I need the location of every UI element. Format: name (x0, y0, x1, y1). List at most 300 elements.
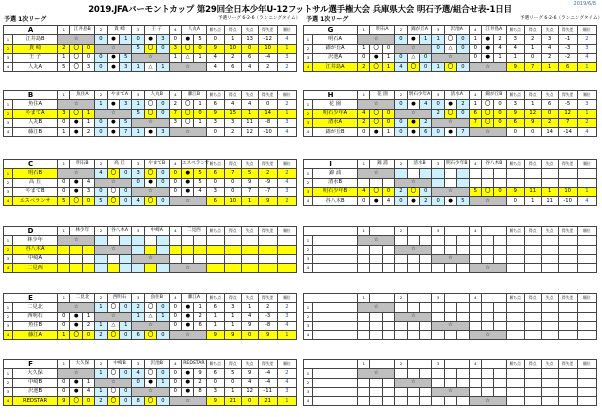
score-cell (432, 397, 444, 406)
stat-cell: 1 (506, 53, 524, 62)
self-match-cell: ☆ (432, 387, 469, 396)
stat-header-w: 勝ち点 (206, 294, 224, 303)
opponent-name-header: 沢池A (444, 26, 469, 35)
score-cell: 1 (82, 118, 94, 127)
team-name: 王 子 (13, 53, 58, 62)
stat-cell: 12 (524, 109, 541, 118)
stat-cell (241, 254, 258, 263)
stat-header-gf: 得点 (524, 91, 541, 100)
score-cell (432, 331, 444, 340)
result-mark (407, 387, 419, 396)
score-cell: 2 (457, 100, 469, 109)
score-cell (157, 245, 169, 254)
self-match-cell: ☆ (469, 128, 506, 137)
score-cell (395, 169, 407, 178)
team-row (304, 109, 597, 118)
score-cell: 3 (82, 63, 94, 72)
opponent-name-header: 高 丘 (107, 160, 132, 169)
score-cell: 0 (494, 109, 506, 118)
score-cell: 0 (120, 397, 132, 406)
opponent-header: 2 (395, 91, 407, 100)
opponent-header: 3 (132, 360, 144, 369)
stat-cell (258, 245, 277, 254)
stat-cell: 0 (241, 331, 258, 340)
group-i-table (303, 159, 597, 206)
team-number: 2 (304, 312, 313, 321)
score-cell: 0 (169, 187, 181, 196)
stat-cell (541, 236, 558, 245)
team-name: 藤江A (13, 331, 58, 340)
score-cell: 5 (120, 53, 132, 62)
team-name (313, 321, 358, 330)
group-header-row (4, 91, 297, 100)
stat-cell (506, 169, 524, 178)
stat-cell: 4 (277, 321, 296, 330)
score-cell (194, 245, 206, 254)
stat-cell: 1 (524, 197, 541, 206)
score-cell (95, 254, 107, 263)
score-cell: 0 (420, 187, 432, 196)
score-cell: 0 (395, 35, 407, 44)
team-row (4, 397, 297, 406)
score-cell (494, 369, 506, 378)
team-number: 1 (304, 100, 313, 109)
stat-cell (558, 331, 577, 340)
score-cell (395, 264, 407, 273)
stat-header-gf: 得点 (224, 160, 241, 169)
score-cell: 5 (457, 197, 469, 206)
result-mark: ● (407, 197, 419, 206)
score-cell (382, 245, 394, 254)
team-name (313, 331, 358, 340)
team-number: 4 (4, 264, 13, 273)
stat-cell (558, 303, 577, 312)
stat-cell: 1 (224, 35, 241, 44)
opponent-header: 2 (95, 160, 107, 169)
stat-cell: -12 (258, 35, 277, 44)
score-cell (382, 178, 394, 187)
stat-cell: 4 (577, 53, 596, 62)
score-cell: 0 (95, 53, 107, 62)
score-cell: 5 (58, 63, 70, 72)
score-cell (382, 397, 394, 406)
self-match-cell: ☆ (395, 245, 432, 254)
stat-cell (224, 254, 241, 263)
score-cell: 4 (358, 109, 370, 118)
score-cell (358, 264, 370, 273)
result-mark (370, 254, 382, 263)
self-match-cell: ☆ (358, 169, 395, 178)
self-match-cell: ☆ (432, 254, 469, 263)
stat-cell: 3 (577, 100, 596, 109)
score-cell: 0 (95, 187, 107, 196)
score-cell: 0 (120, 197, 132, 206)
score-cell (58, 254, 70, 263)
team-row (304, 369, 597, 378)
empty-table-2 (303, 293, 597, 340)
stat-header-w: 勝ち点 (206, 160, 224, 169)
team-name: 西明石 (13, 312, 58, 321)
score-cell: 0 (494, 100, 506, 109)
opponent-header: 3 (132, 160, 144, 169)
opponent-name-header: 西明石 (107, 294, 132, 303)
opponent-header: 3 (432, 360, 444, 369)
result-mark: 〇 (370, 44, 382, 53)
score-cell: 1 (157, 312, 169, 321)
score-cell: 0 (494, 187, 506, 196)
score-cell: 3 (157, 35, 169, 44)
opponent-header: 1 (358, 91, 370, 100)
stat-cell: 2 (541, 118, 558, 127)
result-mark: 〇 (144, 303, 156, 312)
result-mark (144, 236, 156, 245)
score-cell: 1 (194, 100, 206, 109)
score-cell: 1 (432, 63, 444, 72)
stat-header-ga: 失点 (541, 26, 558, 35)
score-cell: 0 (395, 128, 407, 137)
stat-cell: 12 (241, 387, 258, 396)
score-cell (432, 369, 444, 378)
result-mark: 〇 (370, 109, 382, 118)
stat-cell (506, 254, 524, 263)
team-number: 3 (304, 387, 313, 396)
result-mark: ● (481, 35, 493, 44)
score-cell: 1 (95, 387, 107, 396)
stat-cell: 10 (258, 44, 277, 53)
score-cell: 2 (358, 63, 370, 72)
stat-cell: 4 (277, 378, 296, 387)
result-mark (370, 387, 382, 396)
score-cell (494, 321, 506, 330)
team-name: 江井島B (13, 35, 58, 44)
stat-cell (577, 312, 596, 321)
stat-cell: 9 (241, 321, 258, 330)
score-cell (432, 303, 444, 312)
score-cell (469, 378, 481, 387)
stat-cell (577, 303, 596, 312)
score-cell: 0 (432, 44, 444, 53)
stat-cell: 0 (524, 128, 541, 137)
group-header-row (304, 294, 597, 303)
score-cell: 0 (157, 303, 169, 312)
score-cell: 0 (432, 128, 444, 137)
score-cell (358, 178, 370, 187)
score-cell: 0 (120, 303, 132, 312)
score-cell: 0 (457, 35, 469, 44)
team-name: 人丸A (13, 63, 58, 72)
result-mark: 〇 (144, 169, 156, 178)
score-cell: 0 (157, 44, 169, 53)
score-cell: 4 (494, 44, 506, 53)
score-cell (358, 321, 370, 330)
opponent-header: 2 (395, 160, 407, 169)
stat-cell: -8 (258, 321, 277, 330)
score-cell (457, 303, 469, 312)
stat-cell: 2 (541, 53, 558, 62)
score-cell: 0 (194, 109, 206, 118)
team-row (4, 303, 297, 312)
result-mark (407, 303, 419, 312)
stat-cell: 2 (258, 303, 277, 312)
stat-cell: 1 (206, 321, 224, 330)
result-mark: 〇 (70, 331, 82, 340)
self-match-cell: ☆ (58, 35, 95, 44)
stat-cell: 0 (206, 378, 224, 387)
stat-cell: 2 (277, 303, 296, 312)
stat-header-rk: 順位 (277, 160, 296, 169)
stat-cell (558, 169, 577, 178)
stat-cell: 4 (224, 100, 241, 109)
opponent-name-header: 貴 崎 (107, 26, 132, 35)
result-mark: 〇 (444, 63, 456, 72)
score-cell: 3 (120, 100, 132, 109)
result-mark (444, 331, 456, 340)
stat-cell (206, 245, 224, 254)
score-cell: 3 (120, 63, 132, 72)
team-number: 1 (304, 369, 313, 378)
stat-cell: -3 (558, 44, 577, 53)
stat-cell (241, 264, 258, 273)
result-mark: ● (107, 128, 119, 137)
stat-cell (577, 245, 596, 254)
result-mark: 〇 (144, 100, 156, 109)
stat-header-gd: 得失差 (558, 360, 577, 369)
result-mark: ● (182, 387, 194, 396)
opponent-header: 4 (469, 294, 481, 303)
stat-cell (277, 254, 296, 263)
stat-cell (541, 397, 558, 406)
team-row (304, 303, 597, 312)
stat-cell: 1 (277, 44, 296, 53)
score-cell (457, 312, 469, 321)
score-cell: 7 (169, 109, 181, 118)
score-cell: 1 (120, 321, 132, 330)
self-match-cell: ☆ (358, 236, 395, 245)
score-cell (58, 245, 70, 254)
opponent-header: 1 (358, 294, 370, 303)
result-mark: 〇 (144, 331, 156, 340)
team-row (4, 109, 297, 118)
score-cell (395, 331, 407, 340)
stat-cell: 2 (577, 118, 596, 127)
score-cell: 0 (457, 63, 469, 72)
self-match-cell: ☆ (358, 369, 395, 378)
opponent-name-header: 錦が丘B (481, 91, 506, 100)
stat-cell: 6 (206, 369, 224, 378)
stat-cell: 3 (277, 53, 296, 62)
stat-cell: 5 (241, 169, 258, 178)
score-cell (432, 169, 444, 178)
result-mark (144, 264, 156, 273)
score-cell: 0 (157, 397, 169, 406)
stat-cell: 2 (258, 63, 277, 72)
opponent-name-header: 谷八木A (107, 227, 132, 236)
stat-cell: 11 (524, 187, 541, 196)
score-cell: 3 (169, 118, 181, 127)
stat-cell: 13 (241, 35, 258, 44)
stat-cell: 0 (241, 44, 258, 53)
stat-cell: 21 (258, 397, 277, 406)
opponent-header: 1 (58, 91, 70, 100)
stat-header-gd: 得失差 (258, 160, 277, 169)
result-mark (181, 236, 193, 245)
score-cell: 4 (95, 169, 107, 178)
team-number: 3 (4, 321, 13, 330)
result-mark: ● (182, 378, 194, 387)
result-mark: ● (407, 118, 419, 127)
team-name: 沢池A (313, 53, 358, 62)
team-number: 3 (4, 187, 13, 196)
stat-header-ga: 失点 (241, 160, 258, 169)
score-cell (157, 236, 169, 245)
stat-cell: 0 (224, 378, 241, 387)
result-mark: 〇 (444, 35, 456, 44)
score-cell: 0 (120, 331, 132, 340)
opponent-name-header: 王 子 (144, 26, 169, 35)
result-mark: ● (144, 35, 156, 44)
self-match-cell: ☆ (169, 264, 206, 273)
stat-cell: 6 (224, 63, 241, 72)
score-cell (457, 178, 469, 187)
self-match-cell: ☆ (58, 303, 95, 312)
score-cell (432, 236, 444, 245)
self-match-cell: ☆ (469, 397, 506, 406)
self-match-cell: ☆ (358, 303, 395, 312)
stat-cell (577, 397, 596, 406)
score-cell: 1 (382, 128, 394, 137)
stat-cell: 6 (206, 169, 224, 178)
stat-cell: 6 (206, 197, 224, 206)
stat-cell (506, 387, 524, 396)
group-header-row (304, 91, 597, 100)
opponent-header: 4 (469, 91, 481, 100)
score-cell: 1 (420, 35, 432, 44)
opponent-name-header: 明石少年A (407, 91, 432, 100)
group-letter (304, 227, 358, 236)
self-match-cell: ☆ (358, 35, 395, 44)
score-cell: 2 (358, 118, 370, 127)
team-name: 林少年 (13, 236, 58, 245)
group-letter: G (304, 26, 358, 35)
right-section-heading: 予選 1次リーグ (306, 16, 349, 23)
opponent-name-header: 清水A (444, 91, 469, 100)
self-match-cell: ☆ (95, 312, 132, 321)
stat-header-ga: 失点 (241, 26, 258, 35)
score-cell: 0 (420, 53, 432, 62)
score-cell: 5 (132, 44, 144, 53)
stat-header-w: 勝ち点 (206, 360, 224, 369)
score-cell: 5 (120, 118, 132, 127)
result-mark (481, 178, 493, 187)
stat-cell (258, 236, 277, 245)
score-cell (432, 312, 444, 321)
opponent-header: 4 (469, 227, 481, 236)
stat-cell: 9 (206, 397, 224, 406)
team-name: 魚住B (13, 321, 58, 330)
score-cell (358, 245, 370, 254)
stat-cell (506, 303, 524, 312)
opponent-header: 3 (432, 26, 444, 35)
team-name: 清水B (313, 178, 358, 187)
score-cell (494, 387, 506, 396)
opponent-name-header: やまてA (107, 91, 132, 100)
opponent-name-header: 花 園 (370, 91, 395, 100)
self-match-cell: ☆ (132, 321, 169, 330)
stat-cell (541, 331, 558, 340)
result-mark: ● (182, 321, 194, 330)
stat-header-w: 勝ち点 (206, 227, 224, 236)
result-mark: 〇 (70, 53, 82, 62)
stat-cell: 2 (277, 169, 296, 178)
score-cell: 1 (432, 35, 444, 44)
score-cell: 0 (494, 118, 506, 127)
score-cell (395, 303, 407, 312)
stat-cell: 1 (577, 109, 596, 118)
group-header-row (304, 360, 597, 369)
result-mark: ● (407, 100, 419, 109)
opponent-header: 2 (395, 26, 407, 35)
result-mark: ● (407, 35, 419, 44)
score-cell: 7 (457, 128, 469, 137)
team-number: 2 (304, 178, 313, 187)
result-mark: 〇 (181, 109, 193, 118)
score-cell: 8 (194, 387, 206, 396)
stat-cell: 9 (206, 44, 224, 53)
stat-cell (524, 303, 541, 312)
team-name (313, 387, 358, 396)
opponent-name-header (444, 294, 469, 303)
team-row (304, 53, 597, 62)
stat-cell: 7 (241, 187, 258, 196)
result-mark (370, 321, 382, 330)
score-cell (469, 245, 481, 254)
opponent-name-header: 明石少年B (444, 160, 469, 169)
result-mark: 〇 (370, 187, 382, 196)
opponent-header: 2 (95, 227, 107, 236)
result-mark: 〇 (481, 100, 493, 109)
group-letter: I (304, 160, 358, 169)
score-cell: 1 (358, 44, 370, 53)
team-name: 人丸B (13, 118, 58, 127)
stat-header-ga: 失点 (241, 294, 258, 303)
stat-cell: 1 (541, 63, 558, 72)
result-mark: ● (370, 197, 382, 206)
score-cell: 7 (469, 118, 481, 127)
opponent-name-header: 江井島A (481, 26, 506, 35)
team-row (4, 236, 297, 245)
score-cell: 2 (395, 187, 407, 196)
stat-cell: 9 (224, 331, 241, 340)
result-mark (370, 178, 382, 187)
stat-cell (258, 264, 277, 273)
team-row (4, 254, 297, 263)
stat-header-ga: 失点 (241, 360, 258, 369)
score-cell: 7 (120, 128, 132, 137)
score-cell: 0 (120, 187, 132, 196)
team-number: 1 (304, 303, 313, 312)
team-name (313, 264, 358, 273)
score-cell (358, 387, 370, 396)
stat-cell (558, 254, 577, 263)
score-cell (95, 264, 107, 273)
stat-header-gf: 得点 (524, 160, 541, 169)
stat-cell: 6 (241, 53, 258, 62)
score-cell (494, 312, 506, 321)
stat-cell (241, 245, 258, 254)
score-cell: 0 (169, 312, 181, 321)
stat-cell (506, 321, 524, 330)
self-match-cell: ☆ (58, 369, 95, 378)
